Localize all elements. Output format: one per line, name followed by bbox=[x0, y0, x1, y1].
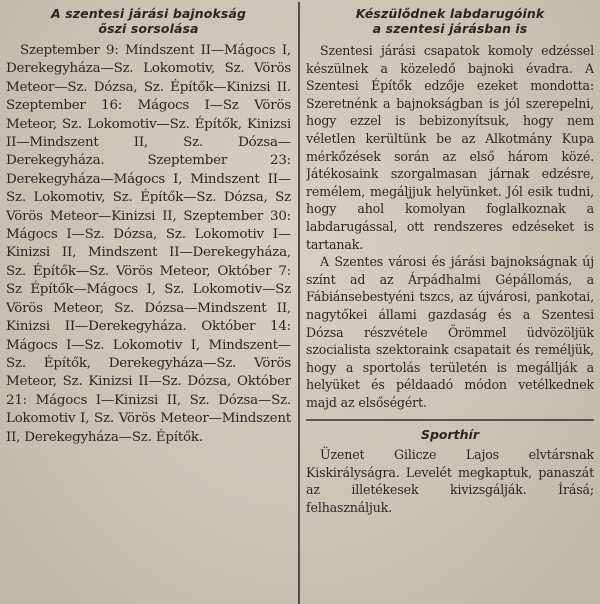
section-rule bbox=[306, 419, 594, 421]
left-column bbox=[6, 4, 291, 604]
sporthir-title: Sporthír bbox=[420, 426, 480, 442]
right-article-headline bbox=[306, 6, 594, 36]
column-divider bbox=[298, 2, 300, 604]
left-headline-line1: A szentesi járási bajnokság bbox=[50, 6, 247, 21]
left-article-body: Szeptember 9: Mindszent II—Mágocs I, Derekegyháza—Sz. Lokomotiv, Sz. Vörös Meteor—Sz. Dózsa, Sz. Építők—Kinizsi II. Szeptember 16: Mágocs I—Sz Vörös Meteor, Sz. Lokomotiv—Sz. Építők, Kinizsi II—Mindszent II, Sz. Dózsa—Derekegyháza. Szeptember 23: Derekegyháza—Mágocs I, Mindszent II—Sz. Lokomotiv, Sz. Építők—Sz. Dózsa, Sz Vörös Meteor—Kinizsi II, Szeptember 30: Mágocs I—Sz. Dózsa, Sz. Lokomotiv I—Kinizsi II, Mindszent II—Derekegyháza, Sz. Építők—Sz. Vörös Meteor, Október 7: Sz Építők—Mágocs I, Sz. Lokomotiv—Sz Vörös Meteor, Sz. Dózsa—Mindszent II, Kinizsi II—Derekegyháza. Október 14: Mágocs I—Sz. Lokomotiv I, Mindszent—Sz. Építők, Derekegyháza—Sz. Vörös Meteor, Sz. Kinizsi II—Sz. Dózsa, Október 21: Mágocs I—Kinizsi II, Sz. Dózsa—Sz. Lokomotiv I, Sz. Vörös Meteor—Mindszent II, Derekegyháza—Sz. Építők. bbox=[6, 43, 291, 445]
right-headline-line2: a szentesi járásban is bbox=[372, 21, 528, 36]
sporthir-body: Üzenet Gilicze Lajos elvtársnak Kiskirályságra. Levelét megkaptuk, panaszát az illetékesek kivizsgálják. Írásá; felhasználjuk. bbox=[306, 446, 594, 515]
right-headline-line1: Készülődnek labdarugóink bbox=[355, 6, 545, 21]
right-article-paragraph-2: A Szentes városi és járási bajnokságnak új színt ad az Árpádhalmi Gépállomás, a Fábiánsebestyéni tszcs, az újvárosi, pankotai, nagytőkei állami gazdaság és a Szentesi Dózsa részvétele Örömmel üdvözöljük szocialista szektoraink csapatait és reméljük, hogy a sportolás területén is megállják a helyüket és példaadó módon vetélkednek majd az elsőségért. bbox=[306, 254, 594, 410]
right-column bbox=[306, 4, 594, 604]
left-headline-line2: őszi sorsolása bbox=[98, 21, 199, 36]
left-article-headline bbox=[6, 6, 291, 36]
right-article-paragraph-1: Szentesi járási csapatok komoly edzéssel készülnek a közeledő bajnoki évadra. A Szentesi Építők edzője ezeket mondotta: Szeretnénk a bajnokságban is jól szerepelni, hogy ezzel is bebizonyítsuk, hogy nem véletlen kerültünk be az Alkotmány Kupa mérkőzések során az első három közé. Játékosaink szorgalmasan járnak edzésre, remélem, megáljjuk helyünket. Jól esik tudni, hogy ahol komolyan foglalkoznak a labdarugással, ott rendszeres edzéseket is tartanak. bbox=[306, 43, 594, 252]
